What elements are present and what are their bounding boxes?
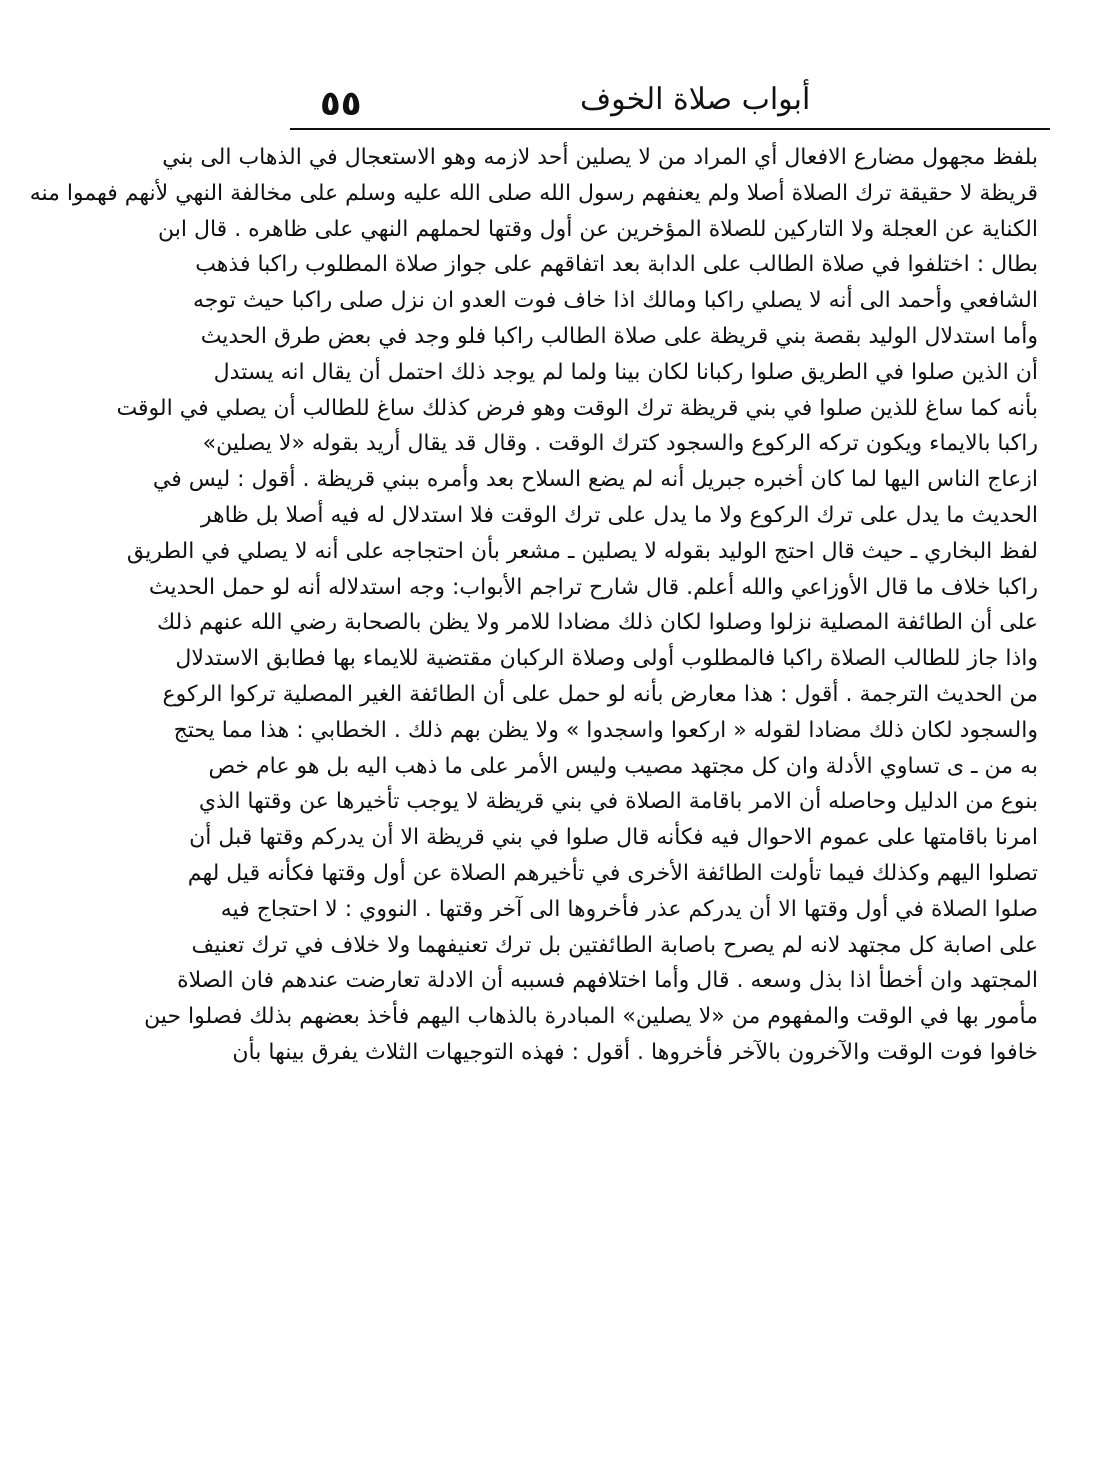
text-line: امرنا باقامتها على عموم الاحوال فيه فكأنه قال صلوا في بني قريظة الا أن يدركم وقتها قبل أن — [189, 825, 1038, 851]
page-number: ٥٥ — [320, 84, 362, 124]
text-line: بأنه كما ساغ للذين صلوا في بني قريظة ترك الوقت وهو فرض كذلك ساغ للطالب أن يصلي في الوقت — [116, 395, 1038, 421]
text-line: لفظ البخاري ـ حيث قال احتج الوليد بقوله لا يصلين ـ مشعر بأن احتجاجه على أنه لا يصلي في الطريق — [126, 538, 1038, 564]
text-line: والسجود لكان ذلك مضادا لقوله « اركعوا واسجدوا » ولا يظن بهم ذلك . الخطابي : هذا مما يحتج — [173, 717, 1038, 743]
text-line: على اصابة كل مجتهد لانه لم يصرح باصابة الطائفتين بل ترك تعنيفهما ولا خلاف في ترك تعنيف — [191, 932, 1038, 958]
text-line: على أن الطائفة المصلية نزلوا وصلوا لكان ذلك مضادا للامر ولا يظن بالصحابة رضي الله عنهم ذلك — [157, 610, 1038, 636]
text-line: قريظة لا حقيقة ترك الصلاة أصلا ولم يعنفهم رسول الله صلى الله عليه وسلم على مخالفة النهي لأنهم فهموا منه — [29, 180, 1038, 206]
page-header — [290, 78, 1050, 126]
text-line: من الحديث الترجمة . أقول : هذا معارض بأنه لو حمل على أن الطائفة الغير المصلية تركوا الركوع — [162, 681, 1038, 707]
running-title: أبواب صلاة الخوف — [580, 82, 811, 117]
text-line: ازعاج الناس اليها لما كان أخبره جبريل أنه لم يضع السلاح بعد وأمره ببني قريظة . أقول : ليس في — [152, 467, 1038, 493]
text-line: به من ـ ى تساوي الأدلة وان كل مجتهد مصيب وليس الأمر على ما ذهب اليه بل هو عام خص — [208, 753, 1038, 779]
text-line: صلوا الصلاة في أول وقتها الا أن يدركم عذر فأخروها الى آخر وقتها . النووي : لا احتجاج فيه — [220, 896, 1038, 922]
text-line: الحديث ما يدل على ترك الركوع ولا ما يدل على ترك الوقت فلا استدلال له فيه أصلا بل ظاهر — [200, 502, 1038, 528]
text-line: أن الذين صلوا في الطريق صلوا ركبانا لكان بينا ولما لم يوجد ذلك احتمل أن يقال انه يستدل — [213, 359, 1038, 385]
text-line: بلفظ مجهول مضارع الافعال أي المراد من لا يصلين أحد لازمه وهو الاستعجال في الذهاب الى بني — [162, 145, 1038, 170]
text-line: راكبا بالايماء ويكون تركه الركوع والسجود كترك الوقت . وقال قد يقال أريد بقوله «لا يصلين» — [202, 431, 1038, 457]
text-line: الكناية عن العجلة ولا التاركين للصلاة المؤخرين عن أول وقتها لحملهم النهي على ظاهره . قال ابن — [158, 216, 1038, 242]
text-line: بنوع من الدليل وحاصله أن الامر باقامة الصلاة في بني قريظة لا يوجب تأخيرها عن وقتها الذي — [198, 789, 1038, 815]
text-line: بطال : اختلفوا في صلاة الطالب على الدابة بعد اتفاقهم على جواز صلاة المطلوب راكبا فذهب — [195, 252, 1038, 278]
text-line: راكبا خلاف ما قال الأوزاعي والله أعلم. قال شارح تراجم الأبواب: وجه استدلاله أنه لو حمل الحديث — [148, 574, 1038, 600]
text-line: وأما استدلال الوليد بقصة بني قريظة على صلاة الطالب راكبا فلو وجد في بعض طرق الحديث — [200, 323, 1038, 349]
text-line: خافوا فوت الوقت والآخرون بالآخر فأخروها . أقول : فهذه التوجيهات الثلاث يفرق بينها بأن — [232, 1039, 1038, 1065]
text-line: واذا جاز للطالب الصلاة راكبا فالمطلوب أولى وصلاة الركبان مقتضية للايماء بها فطابق الاستدلال — [175, 646, 1038, 672]
text-line: تصلوا اليهم وكذلك فيما تأولت الطائفة الأخرى في تأخيرهم الصلاة عن أول وقتها فكأنه قيل لهم — [187, 860, 1038, 886]
text-line: المجتهد وان أخطأ اذا بذل وسعه . قال وأما اختلافهم فسببه أن الادلة تعارضت عندهم فان الصلاة — [177, 968, 1038, 994]
body-text — [29, 140, 1038, 1300]
text-line: الشافعي وأحمد الى أنه لا يصلي راكبا ومالك اذا خاف فوت العدو ان نزل صلى راكبا حيث توجه — [193, 288, 1038, 314]
text-line: مأمور بها في الوقت والمفهوم من «لا يصلين» المبادرة بالذهاب اليهم فأخذ بعضهم بذلك فصلوا حين — [144, 1004, 1038, 1030]
header-rule — [290, 128, 1050, 130]
